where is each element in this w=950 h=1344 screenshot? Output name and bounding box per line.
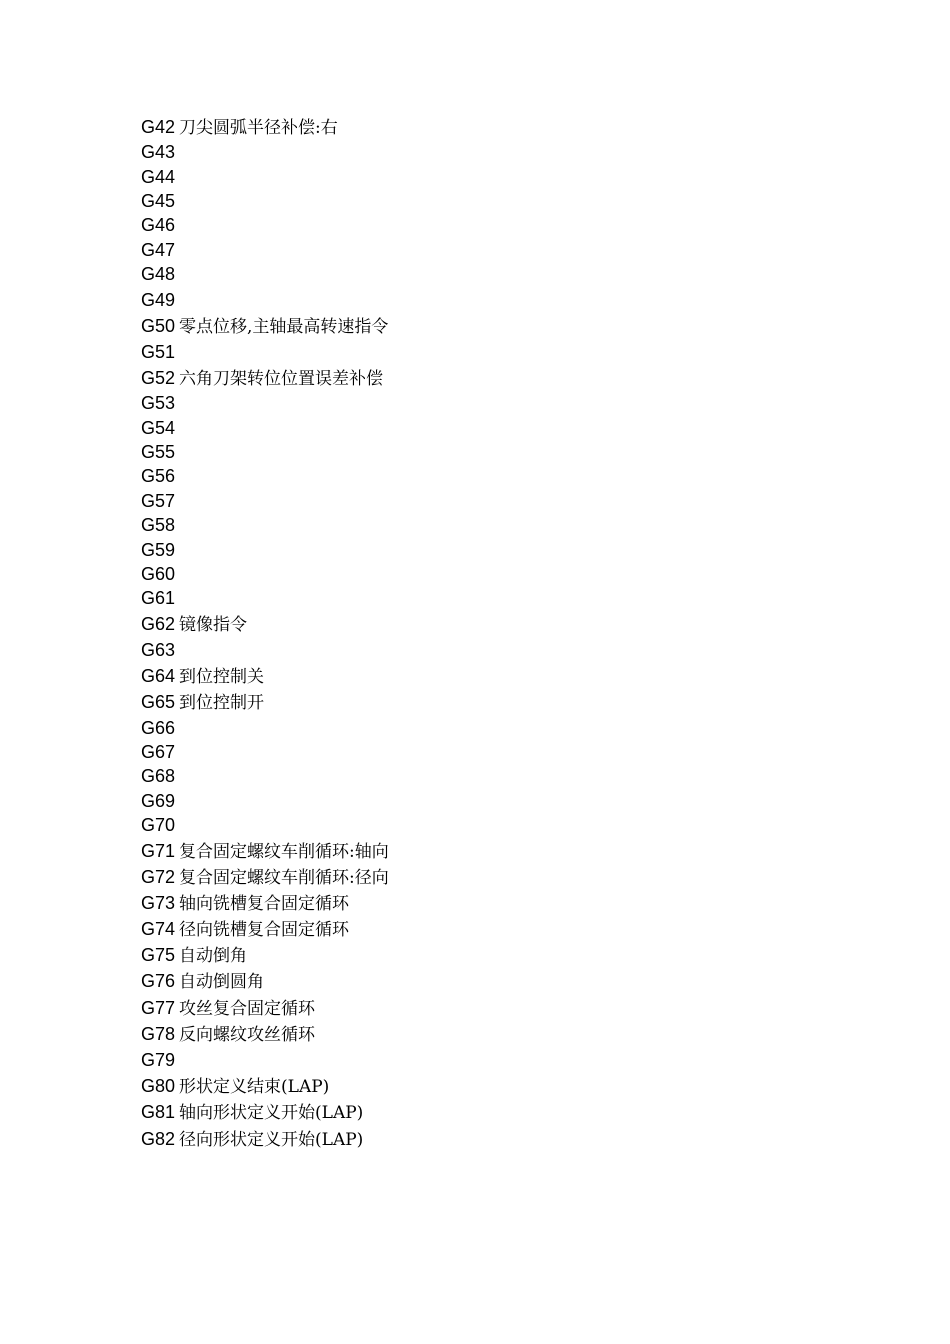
gcode-code: G44 bbox=[141, 166, 176, 187]
list-item bbox=[141, 391, 389, 415]
list-item bbox=[141, 262, 389, 286]
gcode-code: G74 bbox=[141, 919, 176, 940]
gcode-code: G67 bbox=[141, 741, 176, 762]
list-item bbox=[141, 538, 389, 562]
gcode-description: 轴向形状定义开始(LAP) bbox=[179, 1103, 364, 1124]
list-item bbox=[141, 586, 389, 610]
list-item bbox=[141, 213, 389, 237]
gcode-code: G66 bbox=[141, 717, 176, 738]
gcode-description: 轴向铣槽复合固定循环 bbox=[179, 893, 350, 914]
gcode-code: G70 bbox=[141, 815, 176, 836]
gcode-code: G55 bbox=[141, 442, 176, 463]
list-item bbox=[141, 764, 389, 788]
gcode-code: G53 bbox=[141, 393, 176, 414]
list-item bbox=[141, 1126, 389, 1152]
list-item bbox=[141, 789, 389, 813]
list-item bbox=[141, 995, 389, 1021]
list-item bbox=[141, 287, 389, 313]
list-item bbox=[141, 440, 389, 464]
gcode-code: G71 bbox=[141, 840, 176, 861]
gcode-code: G80 bbox=[141, 1076, 176, 1097]
gcode-code: G43 bbox=[141, 142, 176, 163]
gcode-code: G49 bbox=[141, 289, 176, 310]
list-item bbox=[141, 838, 389, 864]
list-item bbox=[141, 489, 389, 513]
gcode-code: G81 bbox=[141, 1102, 176, 1123]
gcode-code: G64 bbox=[141, 666, 176, 687]
list-item bbox=[141, 416, 389, 440]
gcode-code: G62 bbox=[141, 613, 176, 634]
list-item bbox=[141, 464, 389, 488]
gcode-code: G58 bbox=[141, 515, 176, 536]
gcode-description: 复合固定螺纹车削循环:径向 bbox=[179, 867, 389, 888]
gcode-code: G60 bbox=[141, 564, 176, 585]
list-item bbox=[141, 1099, 389, 1125]
gcode-code: G75 bbox=[141, 945, 176, 966]
gcode-description: 径向形状定义开始(LAP) bbox=[179, 1129, 364, 1150]
list-item bbox=[141, 114, 389, 140]
gcode-code: G82 bbox=[141, 1128, 176, 1149]
list-item bbox=[141, 313, 389, 339]
list-item bbox=[141, 365, 389, 391]
list-item bbox=[141, 140, 389, 164]
gcode-description: 刀尖圆弧半径补偿:右 bbox=[179, 118, 338, 138]
gcode-description: 复合固定螺纹车削循环:轴向 bbox=[179, 841, 389, 862]
gcode-code: G65 bbox=[141, 692, 176, 713]
gcode-description: 镜像指令 bbox=[179, 614, 248, 635]
list-item bbox=[141, 968, 389, 994]
gcode-code: G68 bbox=[141, 766, 176, 787]
gcode-code: G45 bbox=[141, 190, 176, 211]
gcode-code: G61 bbox=[141, 588, 176, 609]
gcode-description: 攻丝复合固定循环 bbox=[179, 998, 316, 1019]
gcode-code: G54 bbox=[141, 417, 176, 438]
list-item bbox=[141, 813, 389, 837]
list-item bbox=[141, 740, 389, 764]
list-item bbox=[141, 562, 389, 586]
list-item bbox=[141, 1047, 389, 1073]
gcode-code: G72 bbox=[141, 866, 176, 887]
list-item bbox=[141, 916, 389, 942]
list-item bbox=[141, 165, 389, 189]
list-item bbox=[141, 890, 389, 916]
list-item bbox=[141, 689, 389, 715]
gcode-code: G48 bbox=[141, 264, 176, 285]
gcode-code: G46 bbox=[141, 215, 176, 236]
list-item bbox=[141, 663, 389, 689]
gcode-code: G59 bbox=[141, 539, 176, 560]
gcode-code: G50 bbox=[141, 315, 176, 336]
gcode-description: 到位控制关 bbox=[179, 667, 265, 688]
gcode-description: 自动倒圆角 bbox=[179, 972, 265, 993]
gcode-code: G56 bbox=[141, 466, 176, 487]
gcode-code: G52 bbox=[141, 368, 176, 389]
gcode-code: G73 bbox=[141, 892, 176, 913]
list-item bbox=[141, 942, 389, 968]
gcode-description: 径向铣槽复合固定循环 bbox=[179, 920, 350, 941]
gcode-code: G51 bbox=[141, 341, 176, 362]
list-item bbox=[141, 513, 389, 537]
gcode-description: 反向螺纹攻丝循环 bbox=[179, 1024, 316, 1045]
list-item bbox=[141, 611, 389, 637]
gcode-list bbox=[141, 114, 389, 1152]
gcode-code: G57 bbox=[141, 490, 176, 511]
list-item bbox=[141, 1021, 389, 1047]
list-item bbox=[141, 864, 389, 890]
gcode-description: 零点位移,主轴最高转速指令 bbox=[179, 316, 389, 337]
gcode-description: 形状定义结束(LAP) bbox=[179, 1077, 330, 1098]
list-item bbox=[141, 189, 389, 213]
gcode-description: 到位控制开 bbox=[179, 693, 265, 714]
gcode-code: G47 bbox=[141, 239, 176, 260]
gcode-description: 六角刀架转位位置误差补偿 bbox=[179, 369, 384, 390]
list-item bbox=[141, 716, 389, 740]
gcode-code: G78 bbox=[141, 1023, 176, 1044]
list-item bbox=[141, 238, 389, 262]
gcode-code: G76 bbox=[141, 971, 176, 992]
gcode-code: G42 bbox=[141, 117, 176, 137]
gcode-code: G69 bbox=[141, 790, 176, 811]
gcode-description: 自动倒角 bbox=[179, 946, 248, 967]
gcode-code: G77 bbox=[141, 997, 176, 1018]
gcode-code: G79 bbox=[141, 1050, 176, 1070]
gcode-code: G63 bbox=[141, 639, 176, 660]
list-item bbox=[141, 637, 389, 663]
list-item bbox=[141, 1073, 389, 1099]
list-item bbox=[141, 339, 389, 365]
